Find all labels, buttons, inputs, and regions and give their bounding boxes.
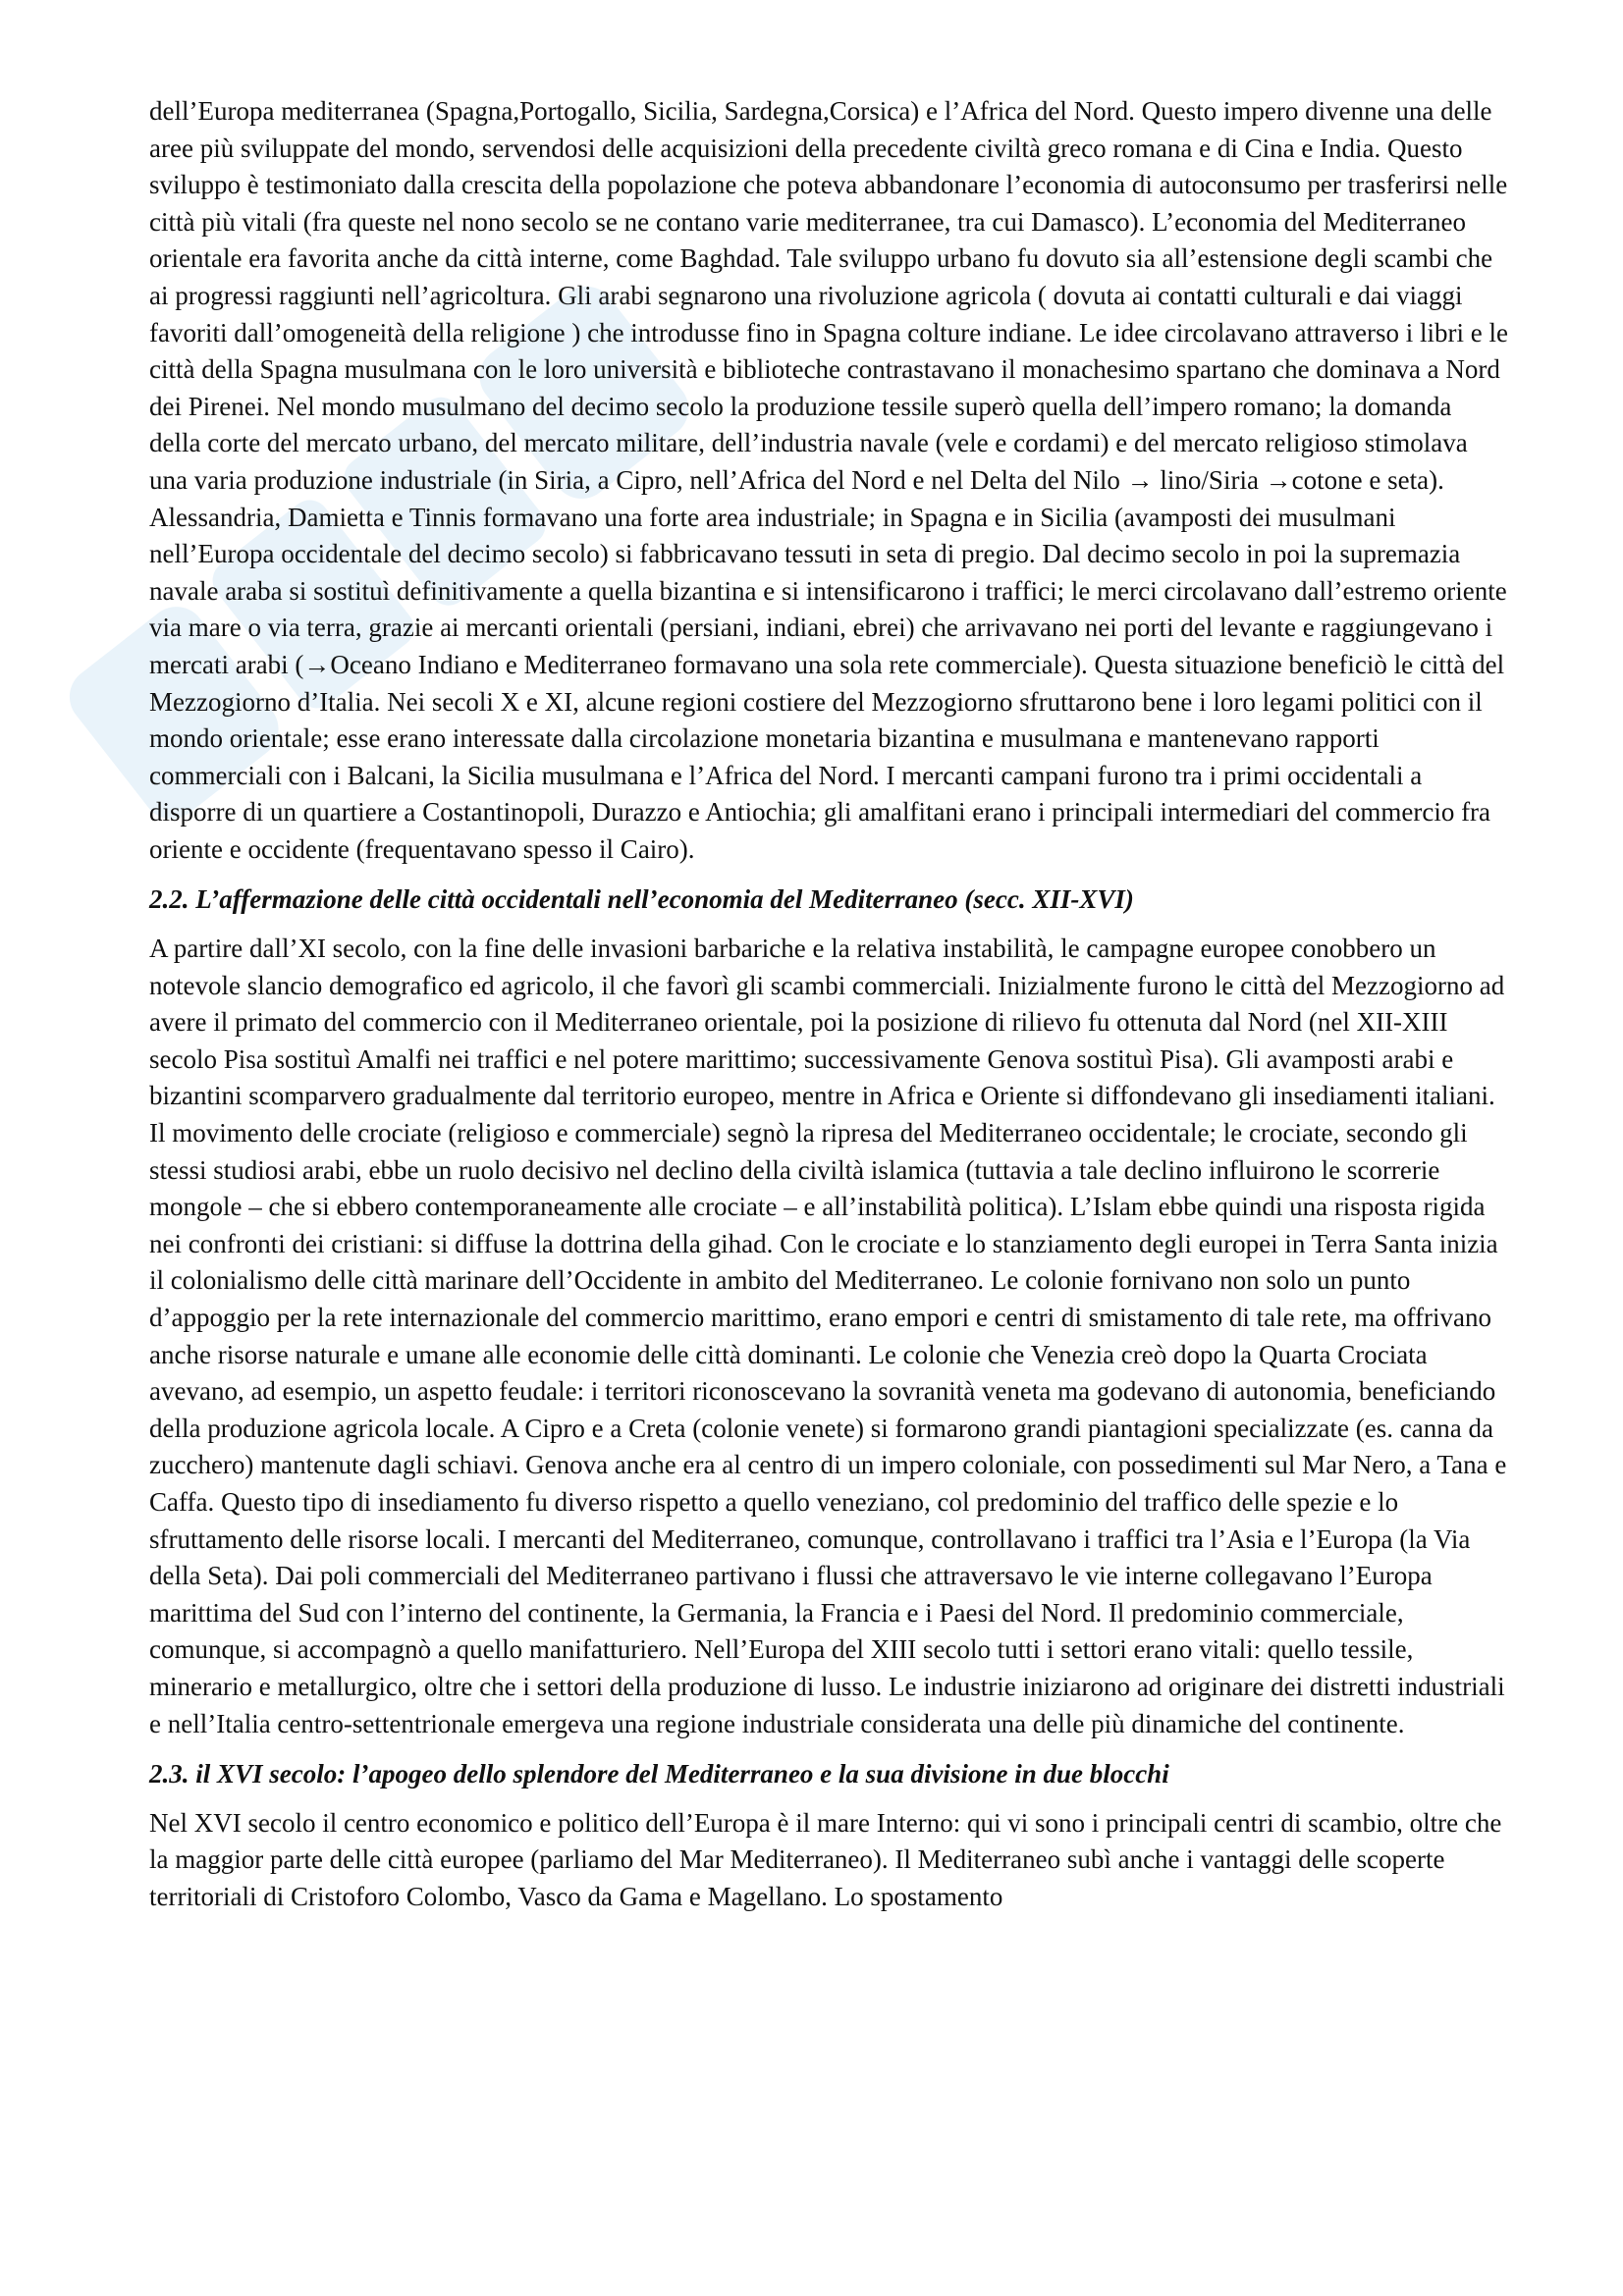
- document-page: [149, 93, 1509, 1916]
- paragraph-section-2-2: A partire dall’XI secolo, con la fine delle invasioni barbariche e la relativa instabilità, le campagne europee conobbero un notevole slancio demografico ed agricolo, il che favorì gli scambi commerciali. Inizialmente furono le città del Mezzogiorno ad avere il primato del commercio con il Mediterraneo orientale, poi la posizione di rilievo fu ottenuta dal Nord (nel XII-XIII secolo Pisa sostituì Amalfi nei traffici e nel potere marittimo; successivamente Genova sostituì Pisa). Gli avamposti arabi e bizantini scomparvero gradualmente dal territorio europeo, mentre in Africa e Oriente si diffondevano gli insediamenti italiani. Il movimento delle crociate (religioso e commerciale) segnò la ripresa del Mediterraneo occidentale; le crociate, secondo gli stessi studiosi arabi, ebbe un ruolo decisivo nel declino della civiltà islamica (tuttavia a tale declino influirono le scorrerie mongole – che si ebbero contemporaneamente alle crociate – e all’instabilità politica). L’Islam ebbe quindi una risposta rigida nei confronti dei cristiani: si diffuse la dottrina della gihad. Con le crociate e lo stanziamento degli europei in Terra Santa inizia il colonialismo delle città marinare dell’Occidente in ambito del Mediterraneo. Le colonie fornivano non solo un punto d’appoggio per la rete internazionale del commercio marittimo, erano empori e centri di smistamento di tale rete, ma offrivano anche risorse naturale e umane alle economie delle città dominanti. Le colonie che Venezia creò dopo la Quarta Crociata avevano, ad esempio, un aspetto feudale: i territori riconoscevano la sovranità veneta ma godevano di autonomia, beneficiando della produzione agricola locale. A Cipro e a Creta (colonie venete) si formarono grandi piantagioni specializzate (es. canna da zucchero) mantenute dagli schiavi. Genova anche era al centro di un impero coloniale, con possedimenti sul Mar Nero, a Tana e Caffa. Questo tipo di insediamento fu diverso rispetto a quello veneziano, col predominio del traffico delle spezie e lo sfruttamento delle risorse locali. I mercanti del Mediterraneo, comunque, controllavano i traffici tra l’Asia e l’Europa (la Via della Seta). Dai poli commerciali del Mediterraneo partivano i flussi che attraversavo le vie interne collegavano l’Europa marittima del Sud con l’interno del continente, la Germania, la Francia e i Paesi del Nord. Il predominio commerciale, comunque, si accompagnò a quello manifatturiero. Nell’Europa del XIII secolo tutti i settori erano vitali: quello tessile, minerario e metallurgico, oltre che i settori della produzione di lusso. Le industrie iniziarono ad originare dei distretti industriali e nell’Italia centro-settentrionale emergeva una regione industriale considerata una delle più dinamiche del continente.: [149, 934, 1507, 1738]
- paragraph-section-2-3: Nel XVI secolo il centro economico e politico dell’Europa è il mare Interno: qui vi sono i principali centri di scambio, oltre che la maggior parte delle città europee (parliamo del Mar Mediterraneo). Il Mediterraneo subì anche i vantaggi delle scoperte territoriali di Cristoforo Colombo, Vasco da Gama e Magellano. Lo spostamento: [149, 1807, 1502, 1911]
- section-heading-2-2: 2.2. L’affermazione delle città occidentali nell’economia del Mediterraneo (secc. XII-XVI): [149, 884, 1134, 915]
- section-heading-2-3: 2.3. il XVI secolo: l’apogeo dello splendore del Mediterraneo e la sua divisione in due blocchi: [149, 1759, 1169, 1789]
- paragraph-intro: dell’Europa mediterranea (Spagna,Portogallo, Sicilia, Sardegna,Corsica) e l’Africa del Nord. Questo impero divenne una delle aree più sviluppate del mondo, servendosi delle acquisizioni della precedente civiltà greco romana e di Cina e India. Questo sviluppo è testimoniato dalla crescita della popolazione che poteva abbandonare l’economia di autoconsumo per trasferirsi nelle città più vitali (fra queste nel nono secolo se ne contano varie mediterranee, tra cui Damasco). L’economia del Mediterraneo orientale era favorita anche da città interne, come Baghdad. Tale sviluppo urbano fu dovuto sia all’estensione degli scambi che ai progressi raggiunti nell’agricoltura. Gli arabi segnarono una rivoluzione agricola ( dovuta ai contatti culturali e dai viaggi favoriti dall’omogeneità della religione ) che introdusse fino in Spagna colture indiane. Le idee circolavano attraverso i libri e le città della Spagna musulmana con le loro università e biblioteche contrastavano il monachesimo spartano che dominava a Nord dei Pirenei. Nel mondo musulmano del decimo secolo la produzione tessile superò quella dell’impero romano; la domanda della corte del mercato urbano, del mercato militare, dell’industria navale (vele e cordami) e del mercato religioso stimolava una varia produzione industriale (in Siria, a Cipro, nell’Africa del Nord e nel Delta del Nilo → lino/Siria →cotone e seta). Alessandria, Damietta e Tinnis formavano una forte area industriale; in Spagna e in Sicilia (avamposti dei musulmani nell’Europa occidentale del decimo secolo) si fabbricavano tessuti in seta di pregio. Dal decimo secolo in poi la supremazia navale araba si sostituì definitivamente a quella bizantina e si intensificarono i traffici; le merci circolavano dall’estremo oriente via mare o via terra, grazie ai mercanti orientali (persiani, indiani, ebrei) che arrivavano nei porti del levante e raggiungevano i mercati arabi (→Oceano Indiano e Mediterraneo formavano una sola rete commerciale). Questa situazione beneficiò le città del Mezzogiorno d’Italia. Nei secoli X e XI, alcune regioni costiere del Mezzogiorno sfruttarono bene i loro legami politici con il mondo orientale; esse erano interessate dalla circolazione monetaria bizantina e musulmana e mantenevano rapporti commerciali con i Balcani, la Sicilia musulmana e l’Africa del Nord. I mercanti campani furono tra i primi occidentali a disporre di un quartiere a Costantinopoli, Durazzo e Antiochia; gli amalfitani erano i principali intermediari del commercio fra oriente e occidente (frequentavano spesso il Cairo).: [149, 96, 1508, 864]
